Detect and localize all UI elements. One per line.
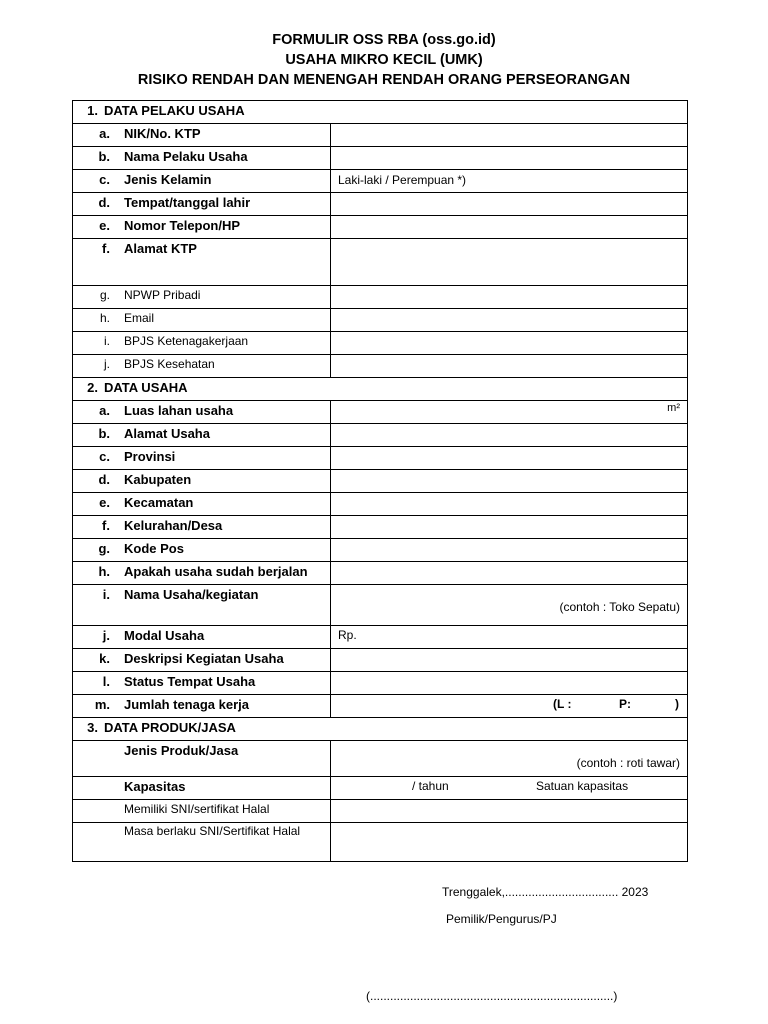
form-table: [72, 100, 688, 862]
value-tenaga-kerja-l: (L :: [553, 697, 572, 711]
row-line: [72, 331, 688, 332]
field-label: Apakah usaha sudah berjalan: [124, 564, 308, 579]
row-line: [72, 561, 688, 562]
field-label: Alamat KTP: [124, 241, 197, 256]
field-letter: l.: [102, 674, 110, 689]
column-divider: [330, 123, 331, 377]
field-label: BPJS Ketenagakerjaan: [124, 334, 249, 348]
field-label: Kapasitas: [124, 779, 186, 794]
row-line: [72, 377, 688, 378]
field-label: Alamat Usaha: [124, 426, 210, 441]
field-letter: j.: [104, 357, 110, 371]
section-title: DATA USAHA: [104, 380, 188, 395]
field-letter: k.: [99, 651, 110, 666]
value-nama-usaha-example: (contoh : Toko Sepatu): [559, 600, 680, 614]
field-letter: m.: [94, 697, 110, 712]
row-line: [72, 469, 688, 470]
row-line: [72, 285, 688, 286]
field-label: Modal Usaha: [124, 628, 205, 643]
field-label: Email: [124, 311, 155, 325]
field-letter: i.: [102, 587, 110, 602]
row-line: [72, 446, 688, 447]
form-title: FORMULIR OSS RBA (oss.go.id): [272, 32, 496, 48]
row-line: [72, 146, 688, 147]
field-label: Jenis Produk/Jasa: [124, 743, 239, 758]
field-letter: g.: [98, 541, 110, 556]
row-line: [72, 423, 688, 424]
field-label: BPJS Kesehatan: [124, 357, 215, 371]
field-label: Deskripsi Kegiatan Usaha: [124, 651, 284, 666]
field-label: Tempat/tanggal lahir: [124, 195, 251, 210]
field-letter: h.: [99, 311, 110, 325]
value-modal-currency: Rp.: [338, 628, 357, 642]
row-line: [72, 717, 688, 718]
value-tenaga-kerja-close: ): [675, 697, 679, 711]
section-number: 1.: [87, 103, 98, 118]
field-letter: j.: [102, 628, 110, 643]
field-letter: e.: [99, 218, 110, 233]
field-label: Nama Usaha/kegiatan: [124, 587, 259, 602]
row-line: [72, 354, 688, 355]
column-divider: [330, 740, 331, 862]
field-label: Kecamatan: [124, 495, 194, 510]
section-number: 3.: [87, 720, 98, 735]
field-letter: d.: [98, 195, 110, 210]
value-satuan-kapasitas: Satuan kapasitas: [536, 779, 629, 793]
value-jenis-produk-example: (contoh : roti tawar): [576, 756, 680, 770]
value-luas-unit: m²: [667, 402, 680, 414]
field-letter: e.: [99, 495, 110, 510]
field-letter: i.: [104, 334, 110, 348]
field-label: Status Tempat Usaha: [124, 674, 256, 689]
field-letter: g.: [99, 288, 110, 302]
column-divider: [330, 400, 331, 717]
field-letter: f.: [102, 518, 110, 533]
field-label: Provinsi: [124, 449, 176, 464]
form-subtitle: USAHA MIKRO KECIL (UMK): [285, 52, 483, 68]
row-line: [72, 515, 688, 516]
field-label: Kode Pos: [124, 541, 184, 556]
field-letter: h.: [98, 564, 110, 579]
field-letter: d.: [98, 472, 110, 487]
section-title: DATA PRODUK/JASA: [104, 720, 236, 735]
field-label: Jumlah tenaga kerja: [124, 697, 249, 712]
signature-line[interactable]: (.........................................................................): [366, 989, 618, 1003]
row-line: [72, 671, 688, 672]
field-letter: c.: [99, 449, 110, 464]
row-line: [72, 192, 688, 193]
row-line: [72, 169, 688, 170]
field-label: Memiliki SNI/sertifikat Halal: [124, 802, 270, 816]
row-line: [72, 740, 688, 741]
field-letter: a.: [99, 403, 110, 418]
field-label: Luas lahan usaha: [124, 403, 234, 418]
row-line: [72, 625, 688, 626]
field-letter: f.: [102, 241, 110, 256]
row-line: [72, 776, 688, 777]
field-label: Nama Pelaku Usaha: [124, 149, 248, 164]
row-line: [72, 400, 688, 401]
field-letter: b.: [98, 149, 110, 164]
row-line: [72, 308, 688, 309]
form-category: RISIKO RENDAH DAN MENENGAH RENDAH ORANG PERSEORANGAN: [137, 72, 631, 88]
signer-role: Pemilik/Pengurus/PJ: [446, 912, 557, 926]
value-jenis-kelamin[interactable]: Laki-laki / Perempuan *): [338, 173, 467, 187]
row-line: [72, 694, 688, 695]
field-letter: b.: [98, 426, 110, 441]
field-label: Masa berlaku SNI/Sertifikat Halal: [124, 824, 301, 838]
field-letter: c.: [99, 172, 110, 187]
field-label: NPWP Pribadi: [124, 288, 201, 302]
value-tenaga-kerja-p: P:: [619, 697, 631, 711]
field-label: Jenis Kelamin: [124, 172, 212, 187]
row-line: [72, 123, 688, 124]
value-kapasitas-tahun: / tahun: [412, 779, 449, 793]
place-date[interactable]: Trenggalek,.................................. 2023: [442, 885, 649, 899]
row-line: [72, 799, 688, 800]
row-line: [72, 538, 688, 539]
row-line: [72, 822, 688, 823]
field-label: Kabupaten: [124, 472, 192, 487]
row-line: [72, 648, 688, 649]
section-title: DATA PELAKU USAHA: [104, 103, 245, 118]
row-line: [72, 584, 688, 585]
field-letter: a.: [99, 126, 110, 141]
row-line: [72, 215, 688, 216]
row-line: [72, 492, 688, 493]
field-label: Kelurahan/Desa: [124, 518, 223, 533]
row-line: [72, 238, 688, 239]
field-label: Nomor Telepon/HP: [124, 218, 241, 233]
field-label: NIK/No. KTP: [124, 126, 201, 141]
section-number: 2.: [87, 380, 98, 395]
